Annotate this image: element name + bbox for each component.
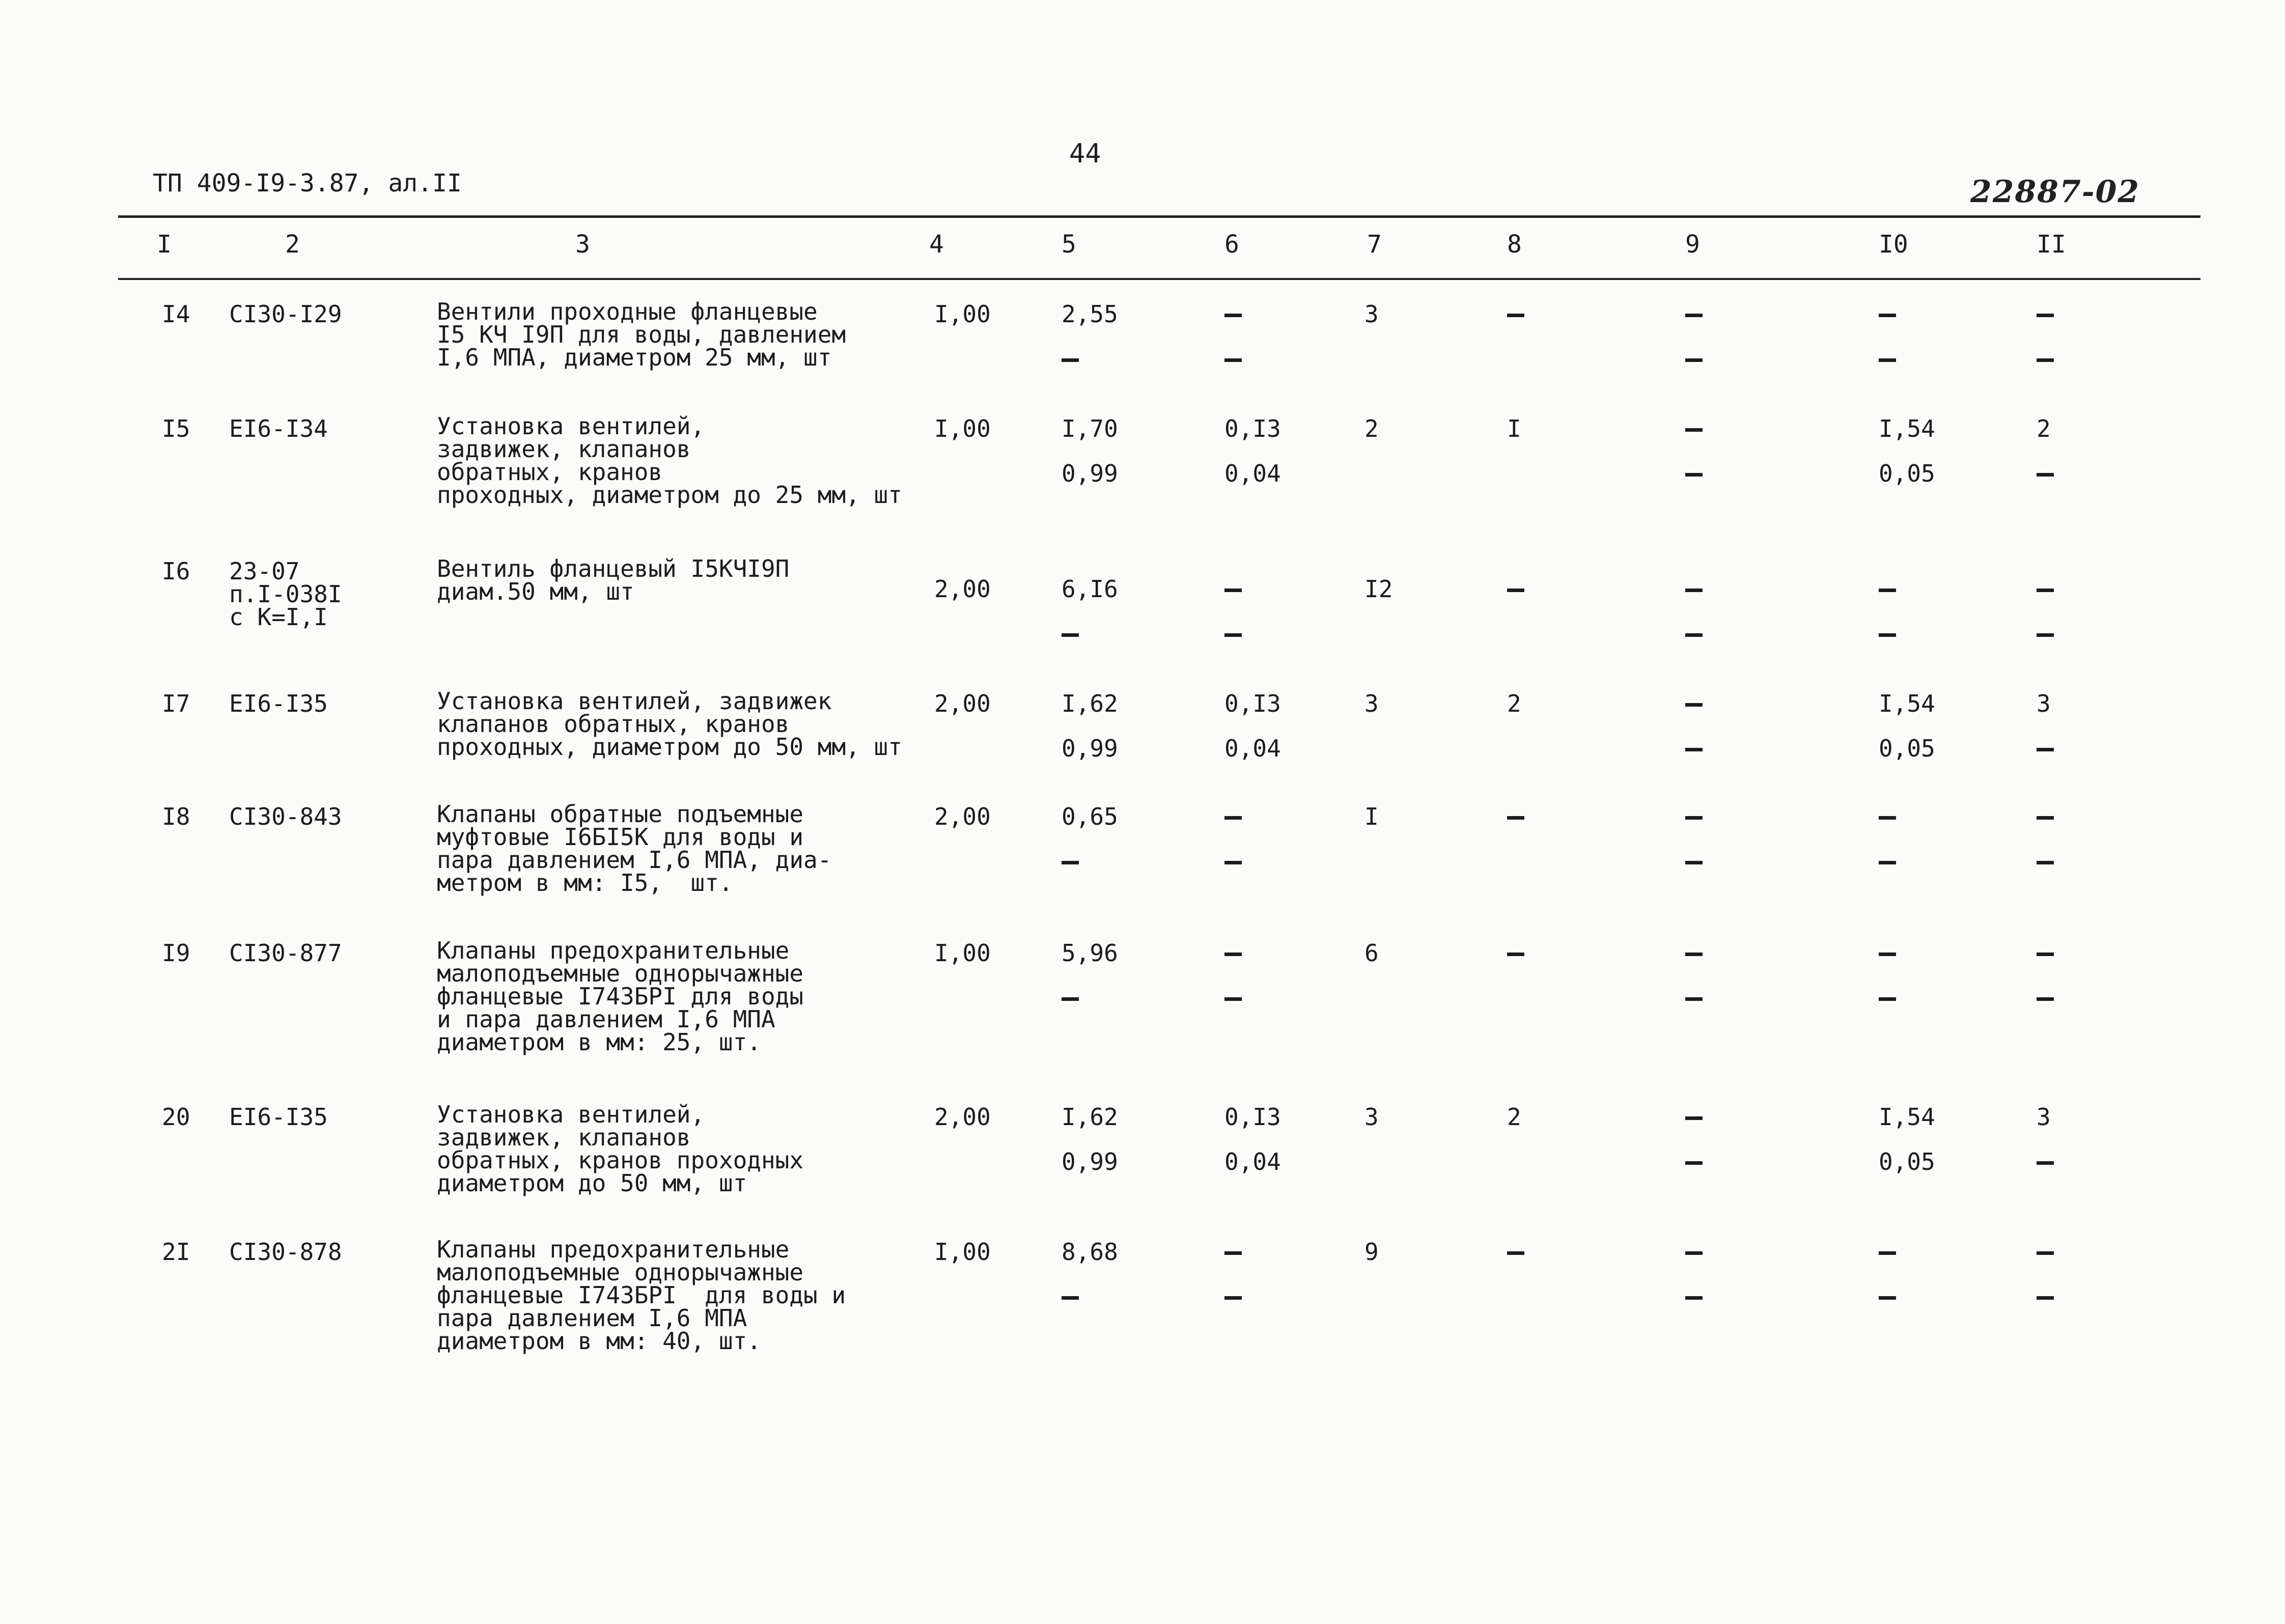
row-c11-dash	[2037, 633, 2054, 637]
row-c10-dash	[1879, 816, 1896, 820]
row-description-line: Клапаны обратные подъемные	[437, 800, 804, 828]
row-c11-dash	[2037, 1296, 2054, 1300]
row-c8: I	[1507, 415, 1521, 442]
row-c7: 2	[1364, 415, 1379, 442]
column-header-10: I0	[1879, 230, 1908, 259]
row-number: I8	[162, 803, 190, 830]
row-quantity: I,00	[934, 939, 991, 967]
row-c5: I,62	[1062, 690, 1118, 717]
row-description-line: обратных, кранов проходных	[437, 1146, 804, 1174]
row-description-line: малоподъемные однорычажные	[437, 1258, 804, 1286]
row-description-line: обратных, кранов	[437, 458, 663, 486]
row-code: CI30-I29	[229, 300, 342, 328]
row-c11-dash	[2037, 748, 2054, 751]
row-description-line: Установка вентилей,	[437, 412, 705, 440]
row-c5-dash	[1062, 861, 1079, 864]
row-c6: 0,I3	[1224, 415, 1281, 442]
row-code: 23-07	[229, 557, 300, 585]
row-c10-dash	[1879, 314, 1896, 317]
row-quantity: I,00	[934, 300, 991, 328]
document-code: ТП 409-I9-3.87, ал.II	[153, 169, 462, 198]
column-header-6: 6	[1224, 230, 1239, 259]
row-description-line: диаметром до 50 мм, шт	[437, 1169, 747, 1197]
row-c6: 0,04	[1224, 735, 1281, 762]
row-c11-dash	[2037, 997, 2054, 1001]
row-c6-dash	[1224, 633, 1242, 637]
row-c6: 0,04	[1224, 460, 1281, 487]
row-description-line: Установка вентилей,	[437, 1101, 705, 1128]
row-c9-dash	[1685, 473, 1703, 477]
row-description-line: диам.50 мм, шт	[437, 578, 634, 605]
row-c5: I,70	[1062, 415, 1118, 442]
row-code: п.I-038I	[229, 580, 342, 608]
row-code: CI30-878	[229, 1238, 342, 1266]
row-c9-dash	[1685, 314, 1703, 317]
row-c9-dash	[1685, 816, 1703, 820]
table-header-rule	[118, 278, 2200, 280]
row-quantity: I,00	[934, 1238, 991, 1266]
row-c11-dash	[2037, 314, 2054, 317]
row-description-line: Установка вентилей, задвижек	[437, 687, 832, 715]
row-c5-dash	[1062, 1296, 1079, 1300]
row-c10: 0,05	[1879, 735, 1935, 762]
stamp-number: 22887-02	[1970, 174, 2140, 210]
row-c9-dash	[1685, 997, 1703, 1001]
row-c10: 0,05	[1879, 460, 1935, 487]
row-c11-dash	[2037, 1251, 2054, 1255]
column-header-11: II	[2037, 230, 2066, 259]
row-c9-dash	[1685, 1251, 1703, 1255]
row-c9-dash	[1685, 953, 1703, 956]
row-c11: 3	[2037, 690, 2051, 717]
row-c5: 5,96	[1062, 939, 1118, 967]
row-c7: I2	[1364, 575, 1393, 603]
row-c11-dash	[2037, 358, 2054, 362]
row-quantity: 2,00	[934, 803, 991, 830]
column-header-7: 7	[1367, 230, 1382, 259]
row-c11-dash	[2037, 861, 2054, 864]
column-header-5: 5	[1062, 230, 1076, 259]
row-c10-dash	[1879, 1251, 1896, 1255]
row-c7: 3	[1364, 300, 1379, 328]
row-c10-dash	[1879, 861, 1896, 864]
page-number: 44	[1069, 138, 1101, 169]
row-c10: I,54	[1879, 1103, 1935, 1131]
row-description-line: проходных, диаметром до 25 мм, шт	[437, 481, 902, 509]
row-c11: 2	[2037, 415, 2051, 442]
row-description-line: Клапаны предохранительные	[437, 937, 790, 964]
row-description-line: малоподъемные однорычажные	[437, 960, 804, 987]
row-c8-dash	[1507, 953, 1524, 956]
row-c10: I,54	[1879, 415, 1935, 442]
row-c11-dash	[2037, 589, 2054, 592]
row-c10: 0,05	[1879, 1148, 1935, 1175]
row-description-line: фланцевые I743БРI для воды и	[437, 1281, 846, 1309]
row-code: EI6-I35	[229, 690, 328, 717]
row-c8-dash	[1507, 589, 1524, 592]
row-code: EI6-I35	[229, 1103, 328, 1131]
row-c9-dash	[1685, 1116, 1703, 1120]
row-number: I7	[162, 690, 190, 717]
row-description-line: I,6 МПА, диаметром 25 мм, шт	[437, 344, 832, 371]
row-description-line: задвижек, клапанов	[437, 1124, 691, 1151]
row-c6-dash	[1224, 1296, 1242, 1300]
row-c5: 0,99	[1062, 1148, 1118, 1175]
row-c7: 3	[1364, 1103, 1379, 1131]
row-c5-dash	[1062, 997, 1079, 1001]
row-c5: 8,68	[1062, 1238, 1118, 1266]
row-c6-dash	[1224, 1251, 1242, 1255]
row-description-line: метром в мм: I5, шт.	[437, 869, 733, 897]
column-header-4: 4	[929, 230, 944, 259]
row-description-line: I5 КЧ I9П для воды, давлением	[437, 321, 846, 348]
row-c11-dash	[2037, 1161, 2054, 1165]
row-c6-dash	[1224, 997, 1242, 1001]
row-description-line: Клапаны предохранительные	[437, 1236, 790, 1263]
row-c5: 0,65	[1062, 803, 1118, 830]
row-c11-dash	[2037, 816, 2054, 820]
row-c9-dash	[1685, 358, 1703, 362]
column-header-3: 3	[575, 230, 590, 259]
column-header-9: 9	[1685, 230, 1700, 259]
row-code: CI30-877	[229, 939, 342, 967]
table-top-rule	[118, 215, 2200, 218]
row-c10-dash	[1879, 358, 1896, 362]
row-description-line: диаметром в мм: 25, шт.	[437, 1028, 761, 1056]
row-c9-dash	[1685, 633, 1703, 637]
row-c10-dash	[1879, 953, 1896, 956]
row-c7: 6	[1364, 939, 1379, 967]
row-c11: 3	[2037, 1103, 2051, 1131]
row-c6-dash	[1224, 816, 1242, 820]
row-description-line: фланцевые I743БРI для воды	[437, 983, 804, 1010]
row-c7: 9	[1364, 1238, 1379, 1266]
row-c8-dash	[1507, 1251, 1524, 1255]
row-number: I5	[162, 415, 190, 442]
row-c6-dash	[1224, 589, 1242, 592]
row-c5: I,62	[1062, 1103, 1118, 1131]
row-c9-dash	[1685, 748, 1703, 751]
row-c5: 6,I6	[1062, 575, 1118, 603]
column-header-1: I	[157, 230, 172, 259]
row-code: с К=I,I	[229, 603, 328, 631]
row-description-line: пара давлением I,6 МПА	[437, 1304, 747, 1332]
row-c9-dash	[1685, 589, 1703, 592]
row-quantity: 2,00	[934, 690, 991, 717]
row-c6-dash	[1224, 861, 1242, 864]
row-description-line: Вентиль фланцевый I5КЧI9П	[437, 555, 790, 582]
row-c8: 2	[1507, 1103, 1521, 1131]
row-c10-dash	[1879, 997, 1896, 1001]
row-c7: I	[1364, 803, 1379, 830]
row-c5-dash	[1062, 633, 1079, 637]
row-c6-dash	[1224, 358, 1242, 362]
row-c6-dash	[1224, 314, 1242, 317]
row-c5: 0,99	[1062, 460, 1118, 487]
row-number: 2I	[162, 1238, 190, 1266]
row-c9-dash	[1685, 1161, 1703, 1165]
row-code: CI30-843	[229, 803, 342, 830]
row-c8-dash	[1507, 816, 1524, 820]
row-description-line: проходных, диаметром до 50 мм, шт	[437, 733, 902, 761]
row-number: 20	[162, 1103, 190, 1131]
row-c11-dash	[2037, 953, 2054, 956]
row-c10-dash	[1879, 633, 1896, 637]
row-quantity: I,00	[934, 415, 991, 442]
row-c8-dash	[1507, 314, 1524, 317]
row-c5: 0,99	[1062, 735, 1118, 762]
row-c9-dash	[1685, 703, 1703, 707]
row-description-line: пара давлением I,6 МПА, диа-	[437, 846, 832, 874]
row-description-line: клапанов обратных, кранов	[437, 710, 790, 738]
row-description-line: Вентили проходные фланцевые	[437, 298, 818, 325]
row-c8: 2	[1507, 690, 1521, 717]
row-c6-dash	[1224, 953, 1242, 956]
row-c5: 2,55	[1062, 300, 1118, 328]
row-c10-dash	[1879, 589, 1896, 592]
row-description-line: задвижек, клапанов	[437, 435, 691, 463]
row-description-line: диаметром в мм: 40, шт.	[437, 1327, 761, 1355]
row-c9-dash	[1685, 1296, 1703, 1300]
row-number: I9	[162, 939, 190, 967]
row-description-line: муфтовые I6БI5К для воды и	[437, 823, 804, 851]
row-c7: 3	[1364, 690, 1379, 717]
row-c10: I,54	[1879, 690, 1935, 717]
row-c5-dash	[1062, 358, 1079, 362]
row-c9-dash	[1685, 428, 1703, 432]
row-description-line: и пара давлением I,6 МПА	[437, 1005, 775, 1033]
row-c10-dash	[1879, 1296, 1896, 1300]
row-c9-dash	[1685, 861, 1703, 864]
row-number: I4	[162, 300, 190, 328]
row-code: EI6-I34	[229, 415, 328, 442]
row-quantity: 2,00	[934, 575, 991, 603]
row-number: I6	[162, 557, 190, 585]
row-c6: 0,04	[1224, 1148, 1281, 1175]
row-c11-dash	[2037, 473, 2054, 477]
row-c6: 0,I3	[1224, 1103, 1281, 1131]
row-quantity: 2,00	[934, 1103, 991, 1131]
row-c6: 0,I3	[1224, 690, 1281, 717]
column-header-8: 8	[1507, 230, 1522, 259]
column-header-2: 2	[285, 230, 300, 259]
